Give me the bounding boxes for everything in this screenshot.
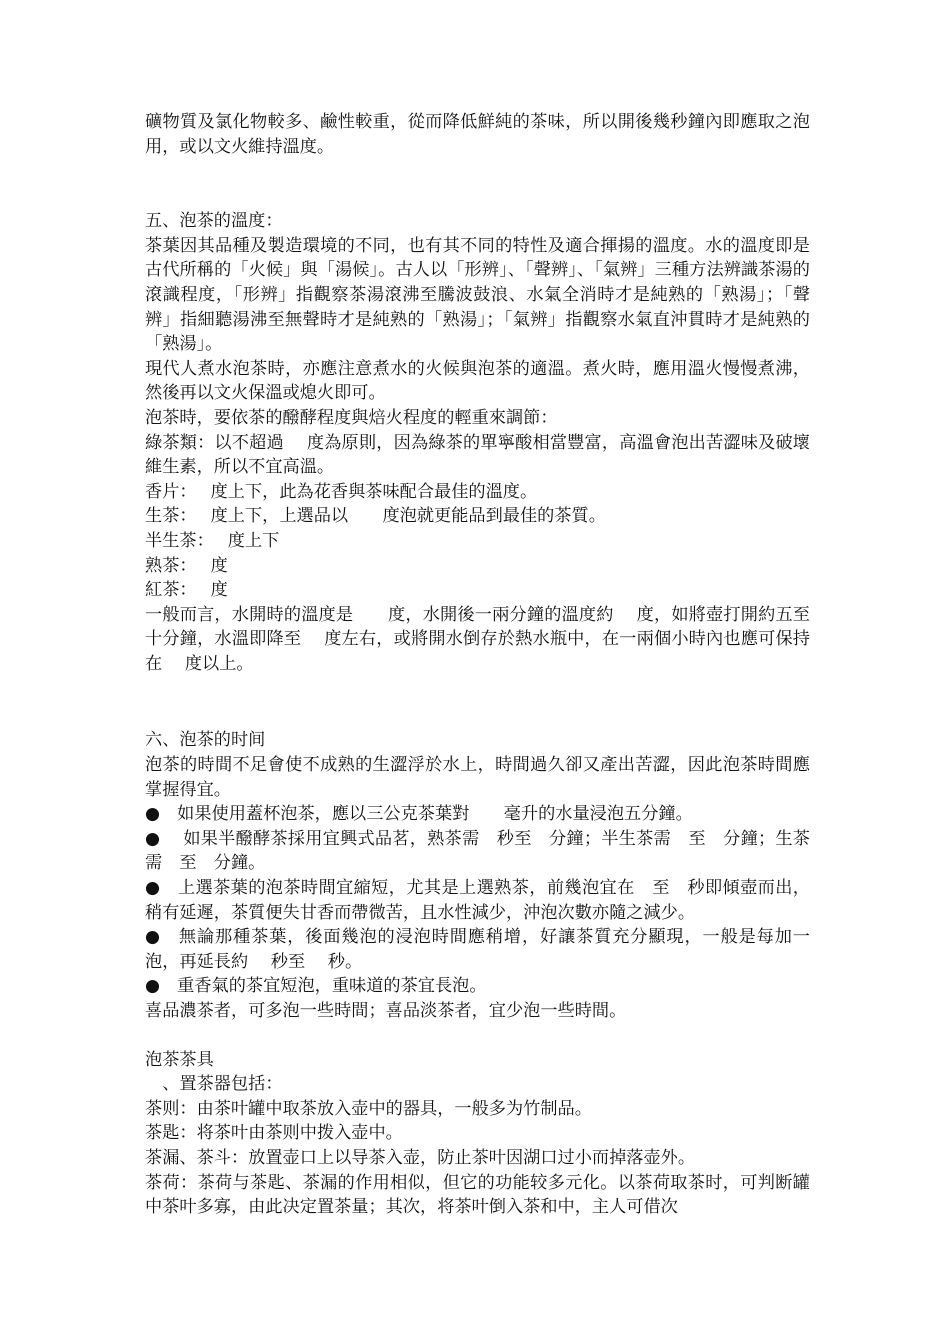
- section-heading: 五、泡茶的溫度：: [145, 211, 283, 232]
- section-spacer: [145, 1024, 810, 1048]
- section-spacer: [145, 676, 810, 728]
- bullet-item: ● 如果使用蓋杯泡茶，應以三公克茶葉對 毫升的水量浸泡五分鐘。: [145, 804, 693, 825]
- bullet-item: ● 無論那種茶葉，後面幾泡的浸泡時間應稍增，好讓茶質充分顯現，一般是每加一泡，再延長約 秒至 秒。: [145, 927, 810, 972]
- section-heading: 泡茶茶具: [145, 1049, 214, 1070]
- paragraph: 半生茶： 度上下: [145, 530, 280, 551]
- paragraph: 現代人煮水泡茶時，亦應注意煮水的火候與泡茶的適溫。煮火時，應用溫火慢慢煮沸，然後再以文火保溫或熄火即可。: [145, 358, 810, 404]
- paragraph: 茶则：由茶叶罐中取茶放入壶中的器具，一般多为竹制品。: [145, 1098, 592, 1119]
- section-heading: 六、泡茶的时间: [145, 730, 266, 751]
- paragraph: 喜品濃茶者，可多泡一些時間；喜品淡茶者，宜少泡一些時間。: [145, 1001, 627, 1021]
- section-spacer: [145, 159, 810, 209]
- paragraph: 泡茶的時間不足會使不成熟的生澀浮於水上，時間過久卻又產出苦澀，因此泡茶時間應掌握得宜。: [145, 755, 810, 800]
- paragraph: 紅茶： 度: [145, 580, 228, 601]
- intro-paragraph: 礦物質及氯化物較多、鹼性較重，從而降低鮮純的茶味，所以開後幾秒鐘內即應取之泡用，或以文火維持溫度。: [145, 112, 810, 157]
- paragraph: 一般而言，水開時的溫度是 度，水開後一兩分鐘的溫度約 度，如將壺打開約五至十分鐘，水溫即降至 度左右，或將開水倒存於熱水瓶中，在一兩個小時內也應可保持在 度以上。: [145, 604, 810, 674]
- paragraph: 茶漏、茶斗：放置壶口上以导茶入壶，防止茶叶因湖口过小而掉落壶外。: [145, 1147, 696, 1168]
- paragraph: 綠茶類：以不超過 度為原則，因為綠茶的單寧酸相當豐富，高溫會泡出苦澀味及破壞維生素，所以不宜高溫。: [145, 432, 810, 478]
- paragraph: 茶荷：茶荷与茶匙、茶漏的作用相似，但它的功能较多元化。以茶荷取茶时，可判断罐 中茶叶多寡，由此决定置茶量；其次，将茶叶倒入茶和中，主人可借次: [145, 1172, 828, 1218]
- paragraph: 香片： 度上下，此為花香與茶味配合最佳的溫度。: [145, 481, 538, 502]
- paragraph: 生茶： 度上下，上選品以 度泡就更能品到最佳的茶質。: [145, 506, 606, 527]
- document-page: [145, 110, 828, 1220]
- subheading: 、置茶器包括：: [145, 1074, 283, 1095]
- paragraph: 茶葉因其品種及製造環境的不同，也有其不同的特性及適合揮揚的溫度。水的溫度即是古代所稱的「火候」與「湯候」。古人以「形辨」、「聲辨」、「氣辨」三種方法辨識茶湯的滾識程度，「形辨」指觀察茶湯滾沸至騰波鼓浪、水氣全消時才是純熟的「熟湯」；「聲辨」指細聽湯沸至無聲時才是純熟的「熟湯」；「氣辨」指觀察水氣直沖貫時才是純熟的「熟湯」。: [145, 235, 810, 355]
- bullet-item: ● 上選茶葉的泡茶時間宜縮短，尤其是上選熟茶，前幾泡宜在 至 秒即傾壺而出，稍有延遲，茶質便失甘香而帶微苦，且水性減少，沖泡次數亦隨之減少。: [145, 878, 810, 923]
- paragraph: 茶匙：将茶叶由茶则中拨入壶中。: [145, 1123, 403, 1144]
- paragraph: 泡茶時，要依茶的醱酵程度與焙火程度的輕重來調節：: [145, 407, 558, 428]
- bullet-item: ● 重香氣的茶宜短泡，重味道的茶宜長泡。: [145, 976, 487, 997]
- paragraph: 熟茶： 度: [145, 555, 228, 576]
- bullet-item: ● 如果半醱酵茶採用宜興式品茗，熟茶需 秒至 分鐘；半生茶需 至 分鐘；生茶需 至 分鐘。: [145, 828, 810, 874]
